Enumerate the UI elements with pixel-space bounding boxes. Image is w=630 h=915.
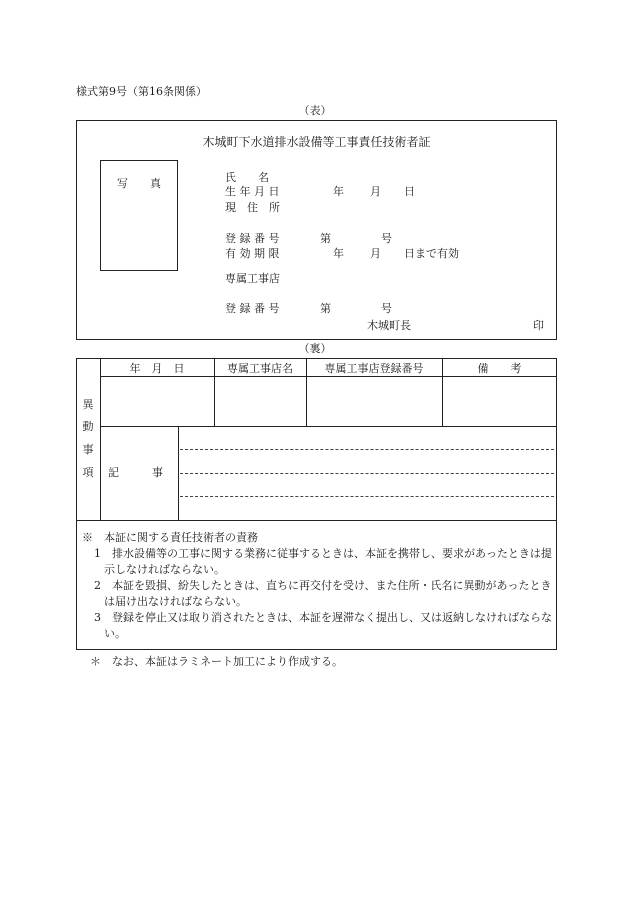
side-label-char: 項 xyxy=(82,466,94,479)
registration-suffix: 号 xyxy=(381,232,392,245)
header-contractor-name: 専属工事店名 xyxy=(227,362,293,375)
contractor-registration-label: 登 録 番 号 xyxy=(225,302,280,315)
validity-month-unit: 月 xyxy=(370,247,381,260)
side-label-char: 動 xyxy=(82,420,94,433)
birth-year-unit: 年 xyxy=(333,185,344,198)
remarks-line xyxy=(180,496,554,497)
notes-divider xyxy=(76,520,557,521)
seal-mark: 印 xyxy=(533,319,544,332)
remarks-label: 記 事 xyxy=(108,466,163,479)
notes-title: ※ 本証に関する責任技術者の責務 xyxy=(82,531,258,544)
header-row-divider xyxy=(100,376,557,377)
side-column-divider xyxy=(100,358,101,520)
remarks-line xyxy=(180,473,554,474)
remarks-label-divider xyxy=(178,426,179,520)
birth-label: 生 年 月 日 xyxy=(225,185,280,198)
header-remarks: 備 考 xyxy=(477,362,522,375)
name-label: 氏 名 xyxy=(225,171,269,184)
validity-year-unit: 年 xyxy=(333,247,344,260)
header-date: 年 月 日 xyxy=(129,362,185,375)
photo-label: 写 真 xyxy=(117,177,161,190)
form-label: 様式第9号（第16条関係） xyxy=(76,85,207,98)
footnote: ＊ なお、本証はラミネート加工により作成する。 xyxy=(90,655,343,668)
contractor-registration-suffix: 号 xyxy=(381,302,392,315)
address-label: 現 住 所 xyxy=(225,201,280,214)
contractor-registration-prefix: 第 xyxy=(320,302,331,315)
front-side-label: （表） xyxy=(298,104,332,117)
validity-label: 有 効 期 限 xyxy=(225,247,280,260)
note-item: 2 本証を毀損、紛失したときは、直ちに再交付を受け、また住所・氏名に異動があったときは届け出なければならない。 xyxy=(94,579,552,608)
certificate-title: 木城町下水道排水設備等工事責任技術者証 xyxy=(202,135,431,149)
validity-until: 日まで有効 xyxy=(404,247,459,260)
birth-day-unit: 日 xyxy=(404,185,415,198)
change-row-divider xyxy=(100,426,557,427)
birth-month-unit: 月 xyxy=(370,185,381,198)
note-item: 3 登録を停止又は取り消されたときは、本証を遅滞なく提出し、又は返納しなければならない。 xyxy=(94,611,552,640)
registration-prefix: 第 xyxy=(320,232,331,245)
registration-label: 登 録 番 号 xyxy=(225,232,280,245)
contractor-label: 専属工事店 xyxy=(225,272,280,285)
remarks-line xyxy=(180,449,554,450)
back-side-label: （裏） xyxy=(298,342,332,355)
note-item: 1 排水設備等の工事に関する業務に従事するときは、本証を携帯し、要求があったときは提示しなければならない。 xyxy=(94,547,552,576)
side-label-char: 事 xyxy=(82,443,94,456)
header-contractor-registration: 専属工事店登録番号 xyxy=(324,362,424,375)
side-label-char: 異 xyxy=(82,398,94,411)
mayor-label: 木城町長 xyxy=(367,319,411,332)
